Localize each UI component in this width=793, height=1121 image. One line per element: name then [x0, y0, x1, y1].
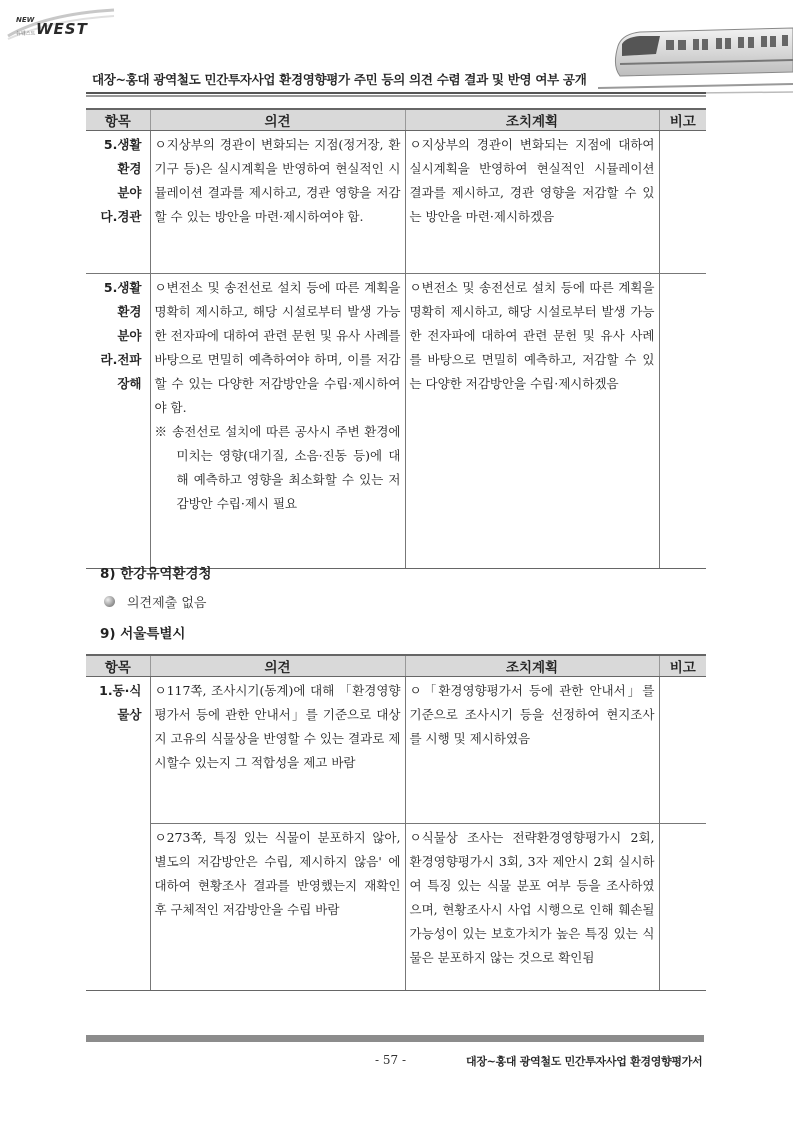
opinion-text: ㅇ273쪽, 특징 있는 식물이 분포하지 않아, 별도의 저감방안은 수립, 제시하지 않음' 에 대하여 현황조사 결과를 반영했는지 재확인 후 구체적인 저감방안을 수립 바람 [154, 830, 401, 917]
action-text: ㅇ변전소 및 송전선로 설치 등에 따른 계획을 명확히 제시하고, 해당 시설로부터 발생 가능한 전자파에 대하여 관련 문헌 및 유사 사례를 바탕으로 면밀히 예측하고, 저감할 수 있는 다양한 저감방안을 수립·제시하겠음 [409, 280, 655, 391]
action-text: ㅇ「환경영향평가서 등에 관한 안내서」를 기준으로 조사시기 등을 선정하여 현지조사를 시행 및 제시하였음 [409, 683, 655, 746]
header-opinion: 의견 [150, 655, 405, 677]
item-label: 라.전파 [100, 352, 142, 367]
item-label: 환경 [117, 304, 142, 319]
opinion-cell [150, 677, 405, 824]
header-item: 항목 [86, 655, 150, 677]
opinion-table-2 [86, 654, 706, 991]
item-cell [86, 274, 150, 569]
header-action: 조치계획 [405, 109, 659, 131]
opinion-note: ※ 송전선로 설치에 따른 공사시 주변 환경에 미치는 영향(대기질, 소음·진동 등)에 대해 예측하고 영향을 최소화할 수 있는 저감방안 수립·제시 필요 [154, 424, 401, 511]
footer-divider [86, 1035, 704, 1042]
header-item: 항목 [86, 109, 150, 131]
document-title: 대장~홍대 광역철도 민간투자사업 환경영향평가 주민 등의 의견 수렴 결과 및 반영 여부 공개 [92, 72, 587, 87]
action-cell [405, 274, 659, 569]
opinion-cell [150, 274, 405, 569]
remark-cell [659, 677, 706, 824]
opinion-text: ㅇ117쪽, 조사시기(동계)에 대해 「환경영향평가서 등에 관한 안내서」를 기준으로 대상지 고유의 식물상을 반영할 수 있는 결과로 제시할수 있는지 그 적합성을 제고 바람 [154, 683, 401, 770]
item-label: 1.동·식 [99, 683, 142, 698]
remark-cell [659, 131, 706, 274]
table-row [86, 824, 706, 991]
header-action: 조치계획 [405, 655, 659, 677]
logo-west-text: WEST [36, 20, 88, 38]
footer-title: 대장~홍대 광역철도 민간투자사업 환경영향평가서 [466, 1055, 703, 1068]
header-divider [86, 92, 706, 97]
opinion-cell [150, 824, 405, 991]
page-number: - 57 - [375, 1053, 407, 1067]
table-header-row [86, 109, 706, 131]
company-logo [6, 6, 116, 42]
header-opinion: 의견 [150, 109, 405, 131]
item-label: 5.생활 [103, 137, 142, 152]
action-cell [405, 677, 659, 824]
action-cell [405, 824, 659, 991]
table-header-row [86, 655, 706, 677]
item-label: 분야 [117, 185, 142, 200]
item-label: 분야 [117, 328, 142, 343]
action-text: ㅇ지상부의 경관이 변화되는 지점에 대하여 실시계획을 반영하여 현실적인 시뮬레이션 결과를 제시하고, 경관 영향을 저감할 수 있는 방안을 마련·제시하겠음 [409, 137, 655, 224]
item-label: 환경 [117, 161, 142, 176]
logo-new-text: NEW [16, 16, 35, 24]
opinion-text: ㅇ변전소 및 송전선로 설치 등에 따른 계획을 명확히 제시하고, 해당 시설로부터 발생 가능한 전자파에 대하여 관련 문헌 및 유사 사례를 바탕으로 면밀히 예측하여야 하며, 이를 저감할 수 있는 다양한 저감방안을 수립·제시하여야 함. [154, 280, 401, 415]
header-remark: 비고 [659, 109, 706, 131]
opinion-table-1 [86, 108, 706, 569]
logo-subtext: 뉴웨스트 [16, 31, 36, 37]
table-row [86, 274, 706, 569]
section-8-heading: 8) 한강유역환경청 [100, 566, 212, 582]
opinion-cell [150, 131, 405, 274]
item-label: 물상 [117, 707, 142, 722]
remark-cell [659, 824, 706, 991]
table-row [86, 677, 706, 824]
item-cell [86, 131, 150, 274]
action-text: ㅇ식물상 조사는 전략환경영향평가시 2회, 환경영향평가시 3회, 3자 제안시 2회 실시하여 특징 있는 식물 분포 여부 등을 조사하였으며, 현황조사시 사업 시행으로 인해 훼손될 가능성이 있는 보호가치가 높은 특징 있는 식물은 분포하지 않는 것으로 확인됨 [409, 830, 655, 965]
bullet-text: 의견제출 없음 [127, 596, 207, 611]
item-cell [86, 677, 150, 824]
bullet-icon [104, 596, 115, 607]
item-label: 장해 [117, 376, 142, 391]
table-row [86, 131, 706, 274]
action-cell [405, 131, 659, 274]
section-8-bullet [104, 592, 206, 611]
train-icon [598, 6, 793, 98]
item-cell [86, 824, 150, 991]
item-label: 다.경관 [100, 209, 142, 224]
remark-cell [659, 274, 706, 569]
section-9-heading: 9) 서울특별시 [100, 626, 186, 642]
header-remark: 비고 [659, 655, 706, 677]
opinion-text: ㅇ지상부의 경관이 변화되는 지점(정거장, 환기구 등)은 실시계획을 반영하여 현실적인 시뮬레이션 결과를 제시하고, 경관 영향을 저감할 수 있는 방안을 마련·제시하여야 함. [154, 137, 401, 224]
item-label: 5.생활 [103, 280, 142, 295]
